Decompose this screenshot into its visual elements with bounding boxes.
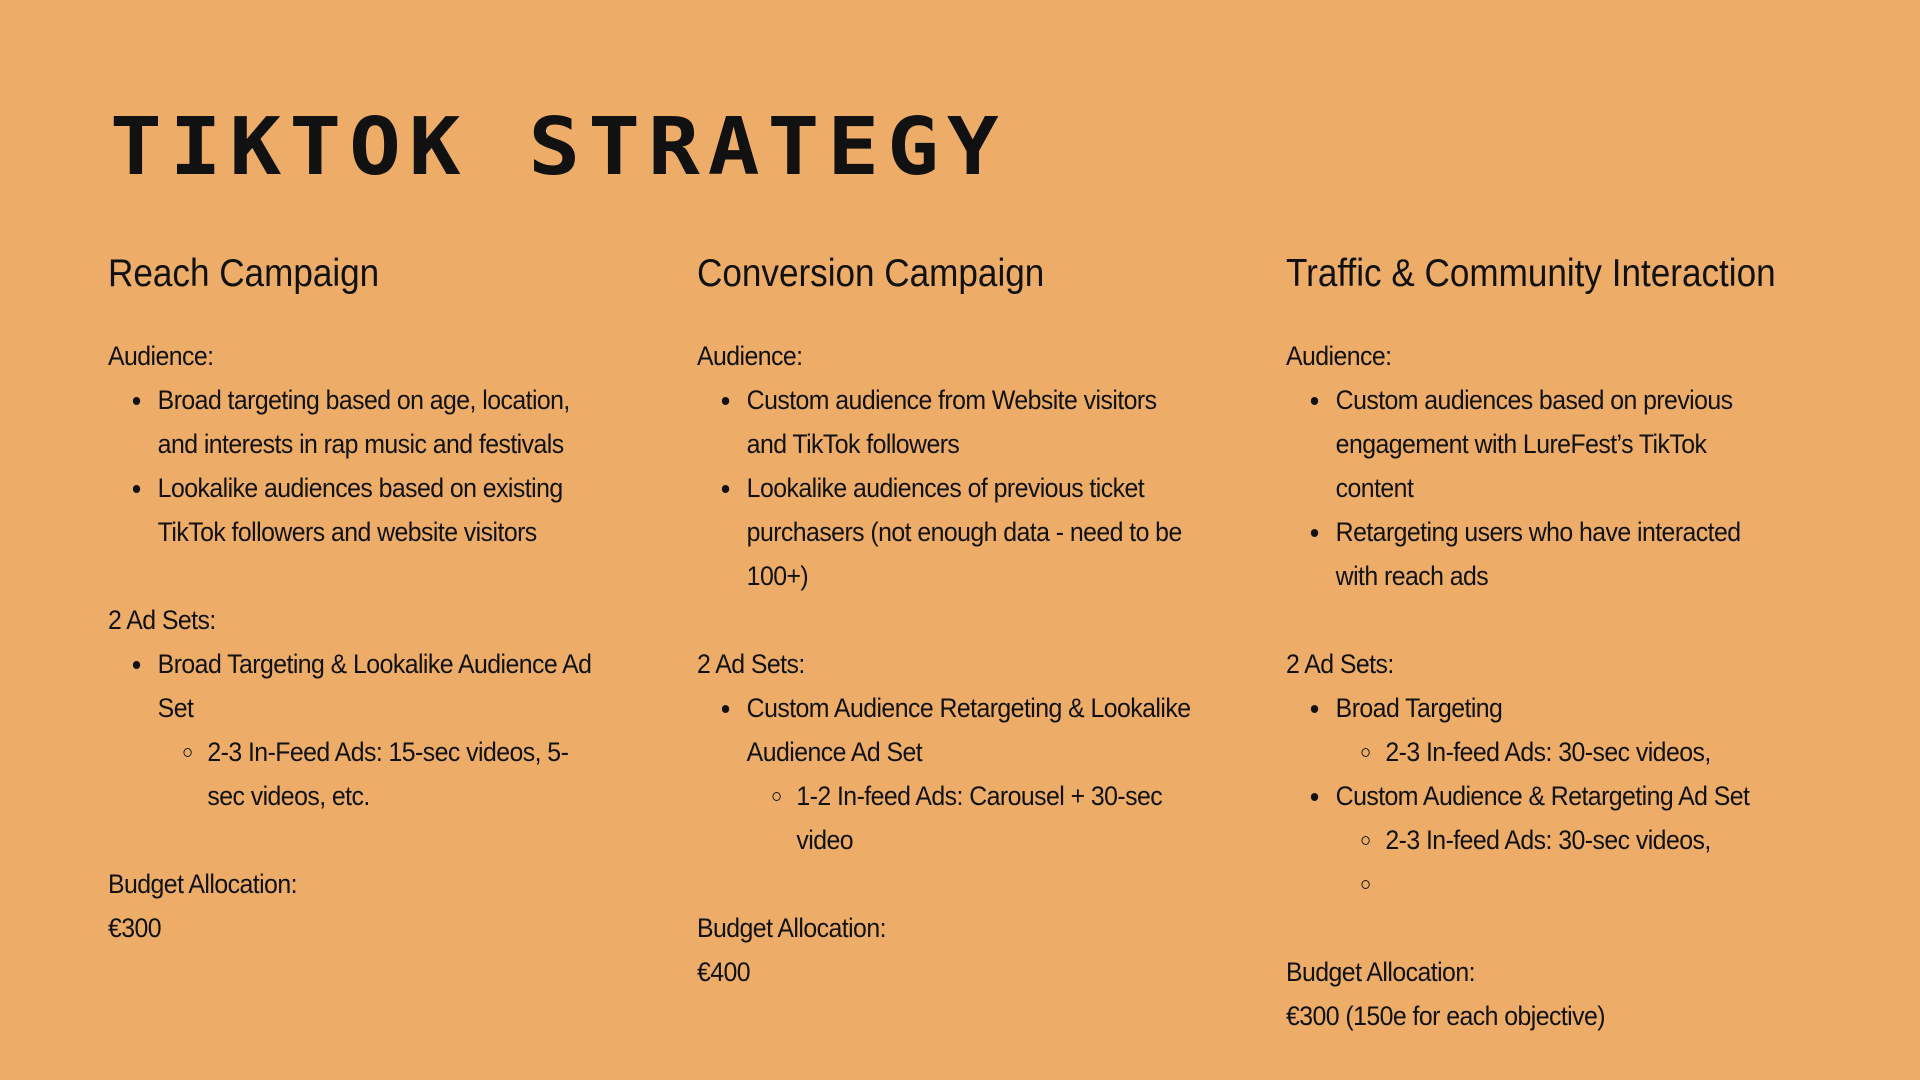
column-heading: Traffic & Community Interaction bbox=[1286, 252, 1776, 295]
list-item bbox=[697, 686, 1194, 862]
adsets-label: 2 Ad Sets: bbox=[108, 605, 216, 635]
adset-name: Custom Audience & Retargeting Ad Set bbox=[1335, 781, 1750, 811]
adsets-list bbox=[1286, 686, 1783, 906]
audience-list bbox=[697, 378, 1194, 598]
list-item bbox=[1286, 774, 1783, 906]
list-item bbox=[108, 642, 605, 818]
column-heading: Reach Campaign bbox=[108, 252, 380, 295]
column-body bbox=[697, 334, 1194, 994]
adset-sublist bbox=[1336, 818, 1783, 906]
column-reach-campaign bbox=[108, 248, 648, 950]
adset-sublist bbox=[158, 730, 605, 818]
adset-name: Broad Targeting & Lookalike Audience Ad Set bbox=[157, 649, 592, 723]
adset-sublist bbox=[747, 774, 1194, 862]
list-item: Lookalike audiences of previous ticket purchasers (not enough data - need to be 100+) bbox=[697, 466, 1194, 598]
sub-list-item: 1-2 In-feed Ads: Carousel + 30-sec video bbox=[747, 774, 1194, 862]
sub-list-item: 2-3 In-feed Ads: 30-sec videos, bbox=[1336, 818, 1783, 862]
list-item: Broad targeting based on age, location, and interests in rap music and festivals bbox=[108, 378, 605, 466]
list-item: Lookalike audiences based on existing TikTok followers and website visitors bbox=[108, 466, 605, 554]
column-heading: Conversion Campaign bbox=[697, 252, 1045, 295]
column-conversion-campaign bbox=[697, 248, 1237, 994]
budget-value: €300 (150e for each objective) bbox=[1286, 1001, 1606, 1031]
adsets-list bbox=[697, 686, 1194, 862]
adset-name: Broad Targeting bbox=[1335, 693, 1503, 723]
audience-label: Audience: bbox=[108, 341, 214, 371]
sub-list-item: 2-3 In-Feed Ads: 15-sec videos, 5-sec videos, etc. bbox=[158, 730, 605, 818]
column-body bbox=[1286, 334, 1783, 1038]
adset-sublist bbox=[1336, 730, 1783, 774]
budget-value: €300 bbox=[108, 913, 162, 943]
budget-label: Budget Allocation: bbox=[108, 869, 297, 899]
adsets-list bbox=[108, 642, 605, 818]
slide-title: TIKTOK STRATEGY bbox=[110, 101, 1007, 194]
sub-list-item: 2-3 In-feed Ads: 30-sec videos, bbox=[1336, 730, 1783, 774]
adsets-label: 2 Ad Sets: bbox=[697, 649, 805, 679]
column-body bbox=[108, 334, 605, 950]
budget-label: Budget Allocation: bbox=[697, 913, 886, 943]
sub-list-item-empty bbox=[1336, 862, 1783, 906]
list-item bbox=[1286, 686, 1783, 774]
audience-list bbox=[108, 378, 605, 554]
audience-list bbox=[1286, 378, 1783, 598]
list-item: Custom audiences based on previous engagement with LureFest’s TikTok content bbox=[1286, 378, 1783, 510]
budget-label: Budget Allocation: bbox=[1286, 957, 1475, 987]
list-item: Custom audience from Website visitors and TikTok followers bbox=[697, 378, 1194, 466]
audience-label: Audience: bbox=[697, 341, 803, 371]
column-traffic-community bbox=[1286, 248, 1826, 1038]
list-item: Retargeting users who have interacted with reach ads bbox=[1286, 510, 1783, 598]
adset-name: Custom Audience Retargeting & Lookalike Audience Ad Set bbox=[746, 693, 1191, 767]
budget-value: €400 bbox=[697, 957, 751, 987]
audience-label: Audience: bbox=[1286, 341, 1392, 371]
adsets-label: 2 Ad Sets: bbox=[1286, 649, 1394, 679]
